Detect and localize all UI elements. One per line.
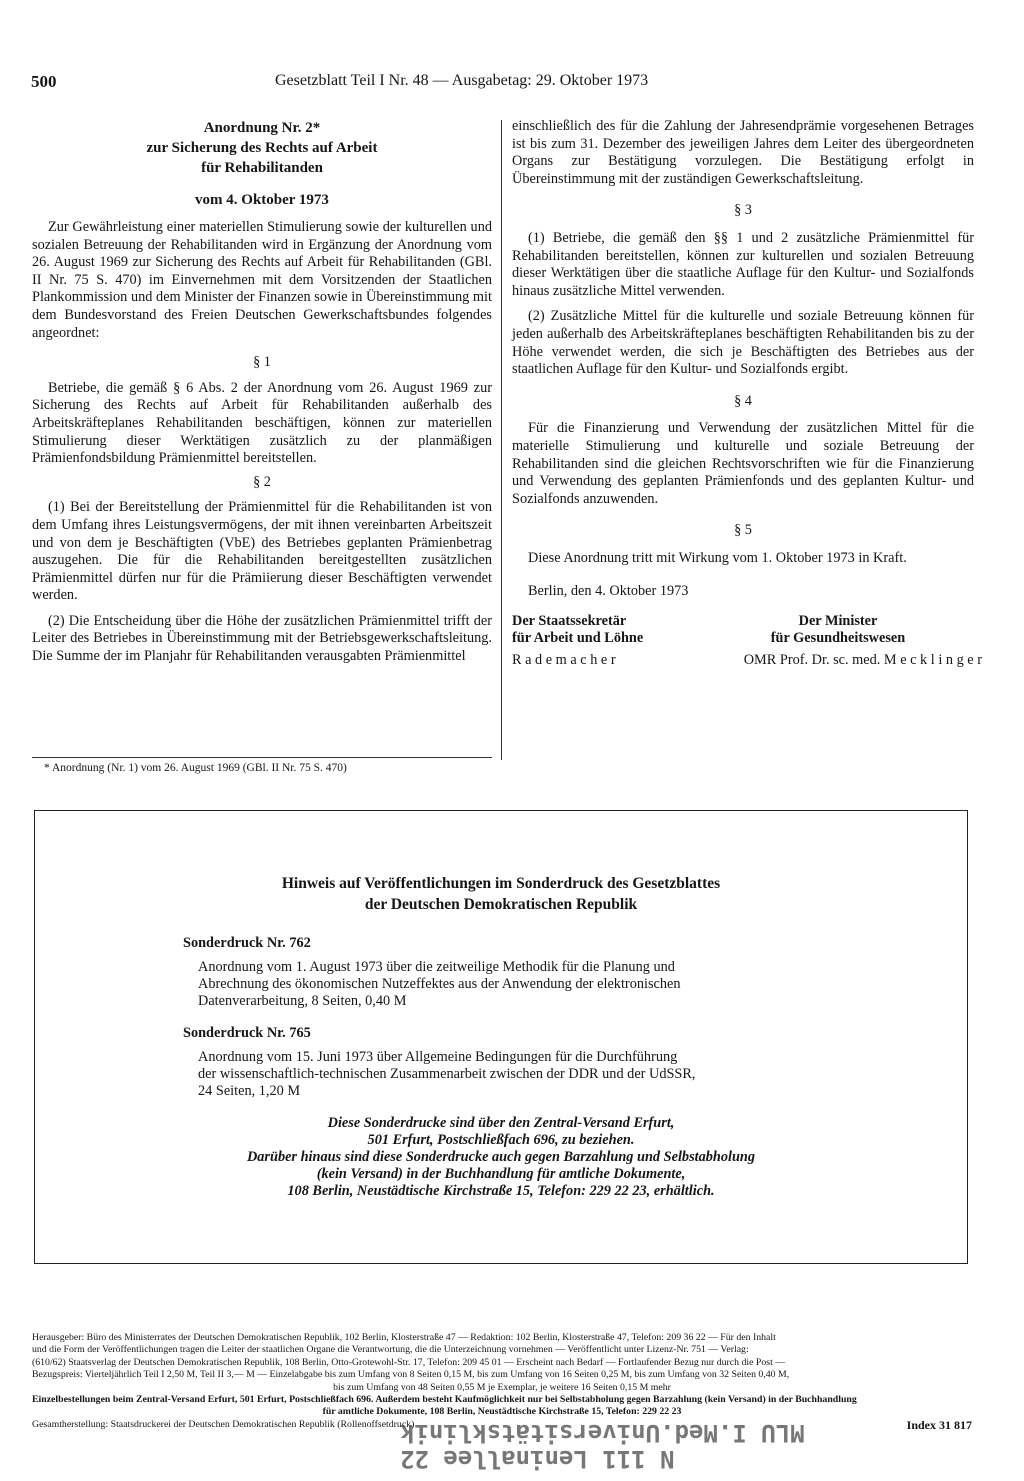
section-1-title: § 1 bbox=[253, 354, 271, 371]
section-5-title: § 5 bbox=[734, 522, 752, 539]
ordering-note-line-1: Diese Sonderdrucke sind über den Zentral-Versand Erfurt, bbox=[327, 1115, 675, 1131]
section-2-title: § 2 bbox=[253, 473, 271, 490]
ordering-note-line-3: Darüber hinaus sind diese Sonderdrucke auch gegen Barzahlung und Selbstabholung bbox=[246, 1149, 756, 1165]
signature-2-name: OMR Prof. Dr. sc. med. M e c k l i n g e r bbox=[743, 652, 982, 669]
imprint-line-2: und die Form der Veröffentlichungen tragen die Leiter der staatlichen Organe die Verantwortung, die die Unterzeichnung vornehmen — Veröffentlicht unter Lizenz-Nr. 751 — Verlag: bbox=[32, 1344, 749, 1356]
footnote: * Anordnung (Nr. 1) vom 26. August 1969 (GBl. II Nr. 75 S. 470) bbox=[44, 762, 347, 774]
special-print-765-line-3: 24 Seiten, 1,20 M bbox=[198, 1083, 301, 1099]
imprint-line-6: Einzelbestellungen beim Zentral-Versand Erfurt, 501 Erfurt, Postschließfach 696. Außerdem besteht Kaufmöglichkeit nur bei Selbstabholung gegen Barzahlung (kein Versand) in der Buchhandlung bbox=[32, 1394, 857, 1406]
signature-2-role: Der Minister bbox=[798, 613, 878, 630]
section-1-text: Betriebe, die gemäß § 6 Abs. 2 der Anordnung vom 26. August 1969 zur Sicherung des Rechts auf Arbeit für Rehabilitanden außerhalb des Arbeitskräfteplanes Rehabilitanden beschäftigen, können zur materiellen Stimulierung dieser Werktätigen zusätzlich zu der planmäßigen Prämienfondsbildung Prämienmittel bereitstellen. bbox=[32, 379, 492, 467]
running-title: Gesetzblatt Teil I Nr. 48 — Ausgabetag: 29. Oktober 1973 bbox=[275, 72, 649, 89]
ordinance-subtitle-2: für Rehabilitanden bbox=[201, 160, 323, 176]
section-2-paragraph-2: (2) Die Entscheidung über die Höhe der zusätzlichen Prämienmittel trifft der Leiter des Betriebes in Übereinstimmung mit der Betriebsgewerkschaftsleitung. Die Summe der im Planjahr für Rehabilitanden verausgabten Prämienmittel bbox=[32, 612, 492, 665]
special-print-765-text bbox=[198, 1049, 820, 1100]
index-number: Index 31 817 bbox=[906, 1418, 972, 1432]
special-print-762-text bbox=[198, 959, 820, 1010]
ordinance-subtitle-1: zur Sicherung des Rechts auf Arbeit bbox=[146, 140, 378, 156]
footnote-rule bbox=[32, 757, 492, 758]
section-3-title: § 3 bbox=[734, 202, 752, 219]
page-header bbox=[31, 72, 769, 98]
special-print-765-label: Sonderdruck Nr. 765 bbox=[183, 1025, 311, 1041]
imprint-line-8: Gesamtherstellung: Staatsdruckerei der Deutschen Demokratischen Republik (Rollenoffsetdruck) bbox=[32, 1418, 415, 1430]
section-3-paragraph-1: (1) Betriebe, die gemäß den §§ 1 und 2 zusätzliche Prämienmittel für Rehabilitanden bereitstellen, können zur kulturellen und sozialen Betreuung dieser Werktätigen über die staatliche Auflage für den Kultur- und Sozialfonds hinaus zusätzliche Mittel verwenden. bbox=[512, 229, 974, 299]
notice-title-line-1: Hinweis auf Veröffentlichungen im Sonderdruck des Gesetzblattes bbox=[281, 875, 721, 892]
signature-1-role: Der Staatssekretär bbox=[512, 613, 627, 630]
ordering-note-line-2: 501 Erfurt, Postschließfach 696, zu beziehen. bbox=[367, 1132, 635, 1148]
left-column bbox=[32, 118, 492, 666]
signature-state-secretary bbox=[512, 613, 702, 669]
imprint-line-3: (610/62) Staatsverlag der Deutschen Demokratischen Republik, 108 Berlin, Otto-Grotewohl-Str. 17, Telefon: 209 45 01 — Erscheint nach Bedarf — Fortlaufender Bezug nur durch die Post — bbox=[32, 1356, 786, 1368]
signatures bbox=[512, 613, 982, 669]
place-and-date: Berlin, den 4. Oktober 1973 bbox=[528, 583, 689, 600]
continued-text: einschließlich des für die Zahlung der Jahresendprämie vorgesehenen Betrages ist bis zum 31. Dezember des jeweiligen Jahres dem Leiter des übergeordneten Organs zur Bestätigung vorzulegen. Die Bestätigung erfolgt in Übereinstimmung mit der zuständigen Gewerkschaftsleitung. bbox=[512, 118, 974, 187]
library-stamp bbox=[400, 1419, 820, 1473]
ordering-note-line-4: (kein Versand) in der Buchhandlung für amtliche Dokumente, bbox=[316, 1166, 686, 1182]
signature-1-department: für Arbeit und Löhne bbox=[512, 630, 644, 647]
publisher-imprint bbox=[32, 1332, 972, 1431]
ordering-note bbox=[35, 1115, 967, 1200]
special-print-765-line-2: der wissenschaftlich-technischen Zusammenarbeit zwischen der DDR und der UdSSR, bbox=[198, 1066, 696, 1082]
signature-2-department: für Gesundheitswesen bbox=[770, 630, 906, 647]
special-print-765-line-1: Anordnung vom 15. Juni 1973 über Allgemeine Bedingungen für die Durchführung bbox=[198, 1049, 678, 1065]
section-5-text: Diese Anordnung tritt mit Wirkung vom 1. Oktober 1973 in Kraft. bbox=[528, 549, 907, 566]
section-4-text: Für die Finanzierung und Verwendung der zusätzlichen Mittel für die materielle Stimulierung und kulturelle und soziale Betreuung der Rehabilitanden sind die gleichen Rechtsvorschriften wie für die Finanzierung und Verwendung des geplanten Prämienfonds und des geplanten Kultur- und Sozialfonds anzuwenden. bbox=[512, 420, 974, 507]
imprint-line-4: Bezugspreis: Vierteljährlich Teil I 2,50 M, Teil II 3,— M — Einzelabgabe bis zum Umfang von 8 Seiten 0,15 M, bis zum Umfang von 16 Seiten 0,25 M, bis zum Umfang von 32 Seiten 0,40 M, bbox=[32, 1369, 790, 1381]
special-print-notice-box bbox=[34, 810, 968, 1264]
special-print-762-line-2: Abrechnung des ökonomischen Nutzeffektes aus der Anwendung der elektronischen bbox=[198, 976, 681, 992]
notice-title-line-2: der Deutschen Demokratischen Republik bbox=[364, 896, 638, 913]
signature-1-name: R a d e m a c h e r bbox=[512, 652, 616, 669]
section-3-paragraph-2: (2) Zusätzliche Mittel für die kulturelle und soziale Betreuung können für jeden außerhalb des Arbeitskräfteplanes beschäftigten Rehabilitanden bis zu der Höhe verwendet werden, die sich je Beschäftigten des Betriebes aus der staatlichen Auflage für den Kultur- und Sozialfonds ergibt. bbox=[512, 308, 974, 378]
special-print-762-label: Sonderdruck Nr. 762 bbox=[183, 935, 311, 951]
special-print-762-line-3: Datenverarbeitung, 8 Seiten, 0,40 M bbox=[198, 993, 407, 1009]
stamp-line-1: N 111 Leninallee 22 bbox=[400, 1445, 675, 1473]
notice-title bbox=[35, 873, 967, 915]
signature-minister bbox=[702, 613, 982, 669]
imprint-line-7: für amtliche Dokumente, 108 Berlin, Neustädtische Kirchstraße 15, Telefon: 229 22 23 bbox=[322, 1406, 682, 1418]
right-column bbox=[512, 118, 982, 669]
section-4-title: § 4 bbox=[734, 392, 752, 409]
stamp-line-2: MLU I.Med.Universitätsklinik bbox=[400, 1419, 805, 1447]
ordinance-title: Anordnung Nr. 2* bbox=[203, 120, 321, 136]
special-print-762-line-1: Anordnung vom 1. August 1973 über die zeitweilige Methodik für die Planung und bbox=[198, 959, 675, 975]
imprint-line-5: bis zum Umfang von 48 Seiten 0,55 M je Exemplar, je weitere 16 Seiten 0,15 M mehr bbox=[333, 1381, 671, 1393]
section-2-paragraph-1: (1) Bei der Bereitstellung der Prämienmittel für die Rehabilitanden ist von dem Umfang ihres Leistungsvermögens, der mit ihnen vereinbarten Arbeitszeit und von dem je Beschäftigten (VbE) des Betriebes geplanten Prämienbetrag auszugehen. Die für die Rehabilitanden bereitgestellten zusätzlichen Prämienmittel dürfen nur für die Prämiierung dieser Beschäftigten verwendet werden. bbox=[32, 499, 492, 604]
preamble: Zur Gewährleistung einer materiellen Stimulierung sowie der kulturellen und sozialen Betreuung der Rehabilitanden wird in Ergänzung der Anordnung vom 26. August 1969 zur Sicherung des Rechts auf Arbeit für Rehabilitanden (GBl. II Nr. 75 S. 470) im Einvernehmen mit dem Vorsitzenden der Staatlichen Plankommission und dem Minister der Finanzen sowie in Übereinstimmung mit dem Bundesvorstand des Freien Deutschen Gewerkschaftsbundes folgendes angeordnet: bbox=[32, 219, 492, 341]
imprint-line-1: Herausgeber: Büro des Ministerrates der Deutschen Demokratischen Republik, 102 Berlin, Klosterstraße 47 — Redaktion: 102 Berlin, Klosterstraße 47, Telefon: 209 36 22 — Für den Inhalt bbox=[32, 1332, 776, 1343]
column-divider bbox=[501, 120, 502, 760]
ordinance-date: vom 4. Oktober 1973 bbox=[195, 192, 329, 208]
ordering-note-line-5: 108 Berlin, Neustädtische Kirchstraße 15, Telefon: 229 22 23, erhältlich. bbox=[287, 1183, 715, 1199]
page-number: 500 bbox=[31, 72, 57, 91]
